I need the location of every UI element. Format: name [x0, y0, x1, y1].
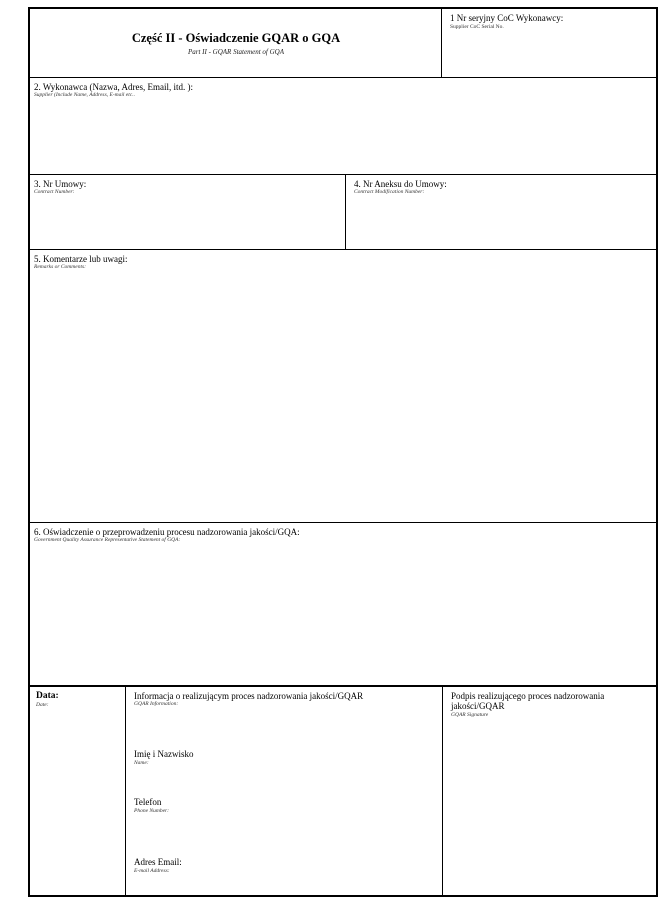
date-label: Data: — [36, 691, 59, 701]
serial-number-sublabel: Supplier CoC Serial No. — [450, 24, 504, 30]
contract-number-cell[interactable] — [30, 174, 346, 250]
gqar-info-cell — [125, 685, 443, 897]
serial-number-label: 1 Nr seryjny CoC Wykonawcy: — [450, 13, 564, 23]
gqar-email-field[interactable] — [134, 855, 434, 879]
gqar-name-sublabel: Name: — [134, 760, 149, 766]
contract-number-sublabel: Contract Number: — [34, 189, 75, 195]
form-title: Część II - Oświadczenie GQAR o GQA — [131, 31, 341, 45]
gqa-statement-cell[interactable] — [30, 522, 658, 686]
header-title-cell — [30, 9, 442, 77]
form-subtitle: Part II - GQAR Statement of GQA — [187, 48, 285, 56]
gqar-phone-sublabel: Phone Number: — [134, 808, 169, 814]
gqar-info-label: Informacja o realizującym proces nadzorowania jakości/GQAR — [134, 691, 364, 701]
contract-modification-cell[interactable] — [345, 174, 658, 250]
gqar-phone-field[interactable] — [134, 795, 434, 819]
date-cell[interactable] — [30, 685, 126, 897]
gqa-statement-sublabel: Government Quality Assurance Representative Statement of GQA: — [34, 537, 181, 543]
supplier-label: 2. Wykonawca (Nazwa, Adres, Email, itd. ): — [34, 82, 193, 92]
gqar-signature-label: Podpis realizującego proces nadzorowania jakości/GQAR — [451, 691, 605, 711]
form-frame — [28, 7, 658, 897]
gqar-name-label: Imię i Nazwisko — [134, 749, 194, 759]
serial-number-cell[interactable] — [441, 9, 658, 77]
remarks-cell[interactable] — [30, 249, 658, 523]
remarks-sublabel: Remarks or Comments: — [34, 264, 86, 270]
supplier-sublabel: Supplier (Include Name, Address, E-mail etc.. — [34, 92, 135, 98]
contract-modification-label: 4. Nr Aneksu do Umowy: — [354, 179, 447, 189]
gqar-email-label: Adres Email: — [134, 857, 182, 867]
contract-number-label: 3. Nr Umowy: — [34, 179, 87, 189]
remarks-label: 5. Komentarze lub uwagi: — [34, 254, 128, 264]
gqar-info-sublabel: GQAR Information: — [134, 701, 179, 707]
gqar-email-sublabel: E-mail Address: — [134, 868, 170, 874]
gqar-signature-cell[interactable] — [442, 685, 658, 897]
gqar-name-field[interactable] — [134, 747, 434, 771]
contract-modification-sublabel: Contract Modification Number: — [354, 189, 425, 195]
supplier-cell[interactable] — [30, 77, 658, 174]
date-sublabel: Date: — [36, 702, 49, 708]
gqar-phone-label: Telefon — [134, 797, 162, 807]
gqar-signature-sublabel: GQAR Signature — [451, 712, 489, 718]
gqa-statement-label: 6. Oświadczenie o przeprowadzeniu procesu nadzorowania jakości/GQA: — [34, 527, 300, 537]
